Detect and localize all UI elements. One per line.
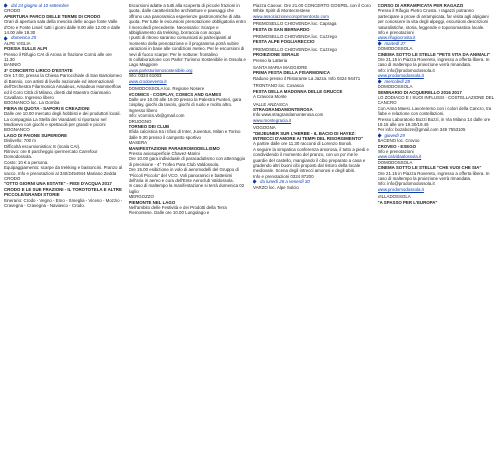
event-title: 3° CONCERTO LIRICO D'ESTATE	[4, 67, 73, 73]
event-description: Presso il Rifugio Pietro Crosta. I ragazzi potranno partecipare a prove di arrampicata, far visita agli alpigiani per conoscere la vita degli alpeggi, escursioni descrizioni naturalistiche, storia, leggende e toponomastica locale.	[377, 8, 489, 30]
column-1	[4, 3, 123, 447]
event-description: In caso di maltempo la manifestazione si terrà domenica 02 luglio	[128, 183, 245, 194]
event-link[interactable]: www.parksturismosostenibile.org	[128, 67, 193, 73]
event-title: CRODO E LE SUE FRAZIONI - IL TOROTOTELA E ALTRE PICCOLE/GRANDI STORIE	[4, 186, 122, 198]
date-text: domenica 25	[11, 35, 37, 41]
event-location: BOGNANCO loc. La Gomba	[4, 100, 60, 106]
event-description: Raduno presso il Ristorante La Jazza. Info 0324 94471	[253, 75, 361, 81]
event-description: I punti di ritrovo saranno comunicati ai partecipanti al momento della prenotazione e il programma potrà subire variazioni in base alle condizioni meteo. Per le escursioni di nevi di fuoco scarpe: Per le nottune: frontalino	[128, 35, 245, 57]
event-description: Piazza Cavour. Ore 21.00 CONCERTO GOSPEL con il Coro White Spirit di Montecrestese	[253, 3, 371, 14]
event-description: Presso Laboratorio Bozzi Bozzi, in Via Milano 14 dalle ore 18.15 alle ore 19.30/19.45	[377, 116, 491, 127]
event-description: Info: vcomics.vb@gmail.com	[128, 113, 185, 119]
event-link[interactable]: www.crodoevento.it	[128, 78, 167, 84]
event-description: Costo: 10 € a persona.	[4, 159, 49, 165]
date-text: da lunedì 26 a venerdì 30	[260, 179, 310, 185]
event-description: Info: info@prodomodossola.it	[377, 67, 435, 73]
event-description: Info e prenotazioni 0324 87200	[253, 173, 314, 179]
event-location: DOMODOSSOLA loc. Regione Nosere	[128, 86, 205, 92]
diamond-bullet-icon	[378, 133, 382, 137]
date-text: mercoledì 28	[384, 78, 410, 84]
event-description: Ore 21.15 in Piazza Rovereto, ingresso a offerta libera. In caso di maltempo la proiezione verrà rimandata.	[377, 170, 490, 181]
diamond-bullet-icon	[4, 36, 8, 40]
event-description: Dislivello: 700 m	[4, 138, 36, 144]
event-description: Orari di apertura sala della mescita delle acque fonte Valle d'Oro e Fonte Lisiel: tutti i giorni dalle 9.00 alle 12.00 e dalle 14.00 alle 18.30	[4, 19, 121, 36]
event-description: A partire dalle ore 11.30 racconti di Lorenzo Bonoli.	[253, 141, 353, 147]
event-link[interactable]: www.prodomodossola.it	[377, 73, 424, 79]
event-description: Dalle ore 10.00 mercato degli hobbisti e dei produttori locali. La compagnia La Stella dei Viandanti si riportano nel Medioevo con giochi e spettacoli per grandi e piccini	[4, 111, 121, 127]
event-location: MERGOZZO	[128, 194, 154, 200]
event-location: SANTA MARIA MAGGIORE	[253, 65, 308, 71]
event-title: POESIA SULLE ALPI	[4, 46, 48, 52]
event-description: Info: 0324 61003	[128, 73, 162, 79]
event-title: APERTURA PARCO DELLE TERME DI CRODO	[4, 13, 101, 19]
event-location: BANNIO	[4, 62, 21, 68]
event-title: FIERA IN QUOTA - SAPORI E CREAZIONI	[4, 105, 90, 111]
event-title: LAGO DI PAIONE SUPERIORE	[4, 132, 68, 138]
event-location: VALLE ANZASCA	[253, 101, 289, 107]
event-title: CINEMA SOTTO LE STELLE "PETS VITA DA ANIMALI"	[377, 51, 491, 57]
event-title: TORNEO DEI CLUB	[128, 123, 170, 129]
event-description: LO ZODIACO E I SUOI INFLUSSI - COSTELLAZIONE DEL CANCRO	[377, 94, 494, 106]
event-description: A Cravoca Monte	[253, 94, 287, 100]
event-location: DOMODOSSOLA	[377, 159, 413, 165]
event-location: DRUOGNO	[128, 118, 152, 124]
event-location: VARZO loc. Alpe Solcio	[253, 184, 299, 190]
event-title: PIEMONTE NEL LAGO	[128, 199, 176, 205]
event-title: CINEMA SOTTO LE STELLE "CHE VUOI CHE SIA"	[377, 165, 482, 171]
column-3	[253, 3, 372, 447]
event-description: Dalle ore 10.00 alle 19.00 presso la Palestra Punteri, gara cosplay, giochi da tavolo, giochi di ruolo e molto altro. Ingresso libero	[128, 96, 242, 113]
event-title: CORSO DI ARRAMPICATA PER RAGAZZI	[377, 3, 464, 8]
column-2	[129, 3, 248, 447]
diamond-bullet-icon	[253, 180, 257, 184]
event-description: Ore 17.00, presso la Chiesa Parrocchiale di San Bartolomeo di Bannio, con artisti di livello nazionale ed internazionali dell'Orchestra Filarmonica Amadeus, Amadeus Hammerflow ed il Coro Città di Milano, diretti dal Maestro Gianmario Cavallaro. Ingresso libero	[4, 73, 122, 100]
event-location: BACENO loc. Crovoo	[377, 138, 420, 144]
event-location: DOMODOSSOLA	[377, 84, 413, 90]
event-location: CRODO	[4, 8, 21, 14]
event-location: PREMOSELLO CHIOVENDA loc. Cuzzego	[253, 34, 337, 40]
event-description: Sfida calcistica tra i tifosi di Inter, Juventus, Milan e Torino dalle 9.30 presso il campetto sportivo	[128, 129, 241, 140]
event-title: "DEJEUNER SUR L'HERBE - IL BACIO DI HAYEZ: INTRECCI D'AMORE AI TEMPI DEL RISORGIMENTO"	[253, 130, 364, 141]
event-description: Info e prenotazioni	[377, 148, 414, 154]
event-title: VCOMICS - COSPLAY, COMICS AND GAMES	[128, 91, 222, 97]
event-location: BOGNANCO	[4, 127, 30, 133]
event-location: MASERA	[128, 140, 148, 146]
event-description: Difficoltà escursionistica: E (scala CAI).	[4, 143, 81, 149]
event-link[interactable]: www.montegracia.it	[253, 117, 292, 123]
event-description: Presso aviosuperficie Chavez-Marini	[128, 150, 200, 156]
event-title: FESTA DELLA MADONNA DELLE GRUCCE	[253, 88, 343, 94]
date-text: martedì 27	[384, 40, 406, 46]
event-title: STRAGRANDAMONTEROSA	[253, 106, 313, 112]
event-title: SEMINARIO DI ACQUERELLO 2016 2017	[377, 89, 462, 95]
event-title: FESTA ALPE FOGLIARECCIO	[253, 39, 315, 45]
event-description: Per info: bozaboze@gmail.com 349 7553105	[377, 127, 466, 133]
event-description: Escursioni adatte a tutti alla scoperta di piccole frazioni in quota, dalle caratteristiche architetture e paesaggi che offrono una panoramica esperienze gastronomiche di alta quota. Per tutte le escursioni prenotazione obbligatoria entro il mercoledì precedente. Necessario: Scarpe e abbigliamento da trekking, borraccia con acqua	[128, 3, 246, 36]
event-location: PREMOSELLO CHIOVENDA loc. Cuzzego	[253, 46, 337, 52]
event-description: A seguire la simpatica conferenza amorosa, il tutto a piedi e condividendo il momento del pranzo, con un po' me le guardie del castello, mangiando il cibo preparato a casa e gradendo altri buoni cibi proposti dal ristoro della locale mediovale. Scena degli intrecci amorosi e degli abiti.	[253, 146, 369, 174]
event-link[interactable]: www.associazionecoroprmentosto.com	[253, 13, 329, 19]
event-description: Ore 10.00 gara individuale di paracadutismo con atterraggio di precisione - 4° Trofeo Para Club Valdossola.	[128, 156, 246, 167]
event-title: PRIMA FESTA DELLA FISARMONICA	[253, 70, 330, 76]
column-4	[378, 3, 497, 447]
diamond-bullet-icon	[378, 41, 382, 45]
event-description: Presso la Latteria	[253, 57, 288, 63]
event-description: Info: info@prodomodossola.it	[377, 181, 435, 187]
event-title: MANIFESTAZIONE PARAEROMODELLISMO	[128, 145, 220, 151]
date-text: giovedì 29	[384, 132, 405, 138]
event-location: DOMODOSSOLA	[377, 46, 413, 52]
event-description: Equipaggiamento: scarpe da trekking e bastoncini. Pranzo al sacco. Info e prenotazioni al 340/2454944 Mariano Zedda	[4, 165, 123, 176]
event-location: VILLADOSSOLA	[377, 194, 411, 200]
event-description: Con Anna Maesi. Lavoreremo con i colori della Cancro, tra fiabe e relazione con costellazioni.	[377, 105, 492, 117]
event-description: Info www.stragrandamonterosa.com	[253, 112, 324, 118]
event-title: FESTA DI SAN BERNARDO	[253, 26, 310, 32]
diamond-bullet-icon	[4, 4, 8, 8]
event-description: Ore 21.15 in Piazza Rovereto, ingresso a offerta libera. In caso di maltempo la proiezione verrà rimandata.	[377, 57, 490, 68]
event-link[interactable]: www.prodomodossola.it	[377, 186, 424, 192]
event-title: PROIEZIONE SERALE	[253, 52, 300, 58]
event-description: Nell'ambito delle Festività e dei Prodotti della Terra Piemontese. Dalle ore 10.00 Lungolago e	[128, 205, 227, 216]
event-description: Info e prenotazioni	[377, 30, 414, 36]
event-location: CRODO	[4, 176, 21, 181]
event-description: In collaborazione con Parks' Turismo Sostenibile in Ossola e Lago Maggiore	[128, 57, 246, 68]
event-location: VOGOGNA	[253, 125, 276, 131]
event-description: Presso il Rifugio CAI di Arona in frazione Cornù alle ore 11.30	[4, 51, 112, 63]
event-title: "A SPASSO PER L'EUROPA"	[377, 199, 438, 205]
event-location: PREMOSELLO CHIOVENDA loc. Capraga	[253, 21, 337, 27]
event-link[interactable]: www.calvidaalossola.it	[377, 154, 422, 160]
event-description: Ore 15.00 esibizione in volo di aeromodelli del Gruppo di "Piccoli Piccolo" del VCO. Voli panoramici e battesimi dell'aria in aereo e cura dell'Ente Aeroclub Valdossola.	[128, 167, 239, 183]
columns	[4, 3, 496, 447]
event-location: ALPE VIGLIA	[4, 40, 31, 46]
event-link[interactable]: www.rifugiocrosta.it	[377, 35, 416, 41]
event-title: CROVEO - ESEGO	[377, 143, 417, 149]
event-description: Itinerario: Crodo - Vegno - Emo - Smeglia - Viceno - Mozzio - Cravegna - Cravegna - Naviasco - Crodo.	[4, 197, 123, 209]
event-title: "OTTO GIORNI UNA ESTATE" - FEDI D'ACQUA 2017	[4, 181, 112, 187]
date-text: dal 24 giugno al 10 settembre	[11, 3, 69, 8]
diamond-bullet-icon	[378, 79, 382, 83]
event-description: Ritrovo: ore 8 parcheggio ipermercato Carrefour Domodossola.	[4, 148, 98, 160]
event-location: TRONTANO loc. Cosasca	[253, 83, 304, 89]
